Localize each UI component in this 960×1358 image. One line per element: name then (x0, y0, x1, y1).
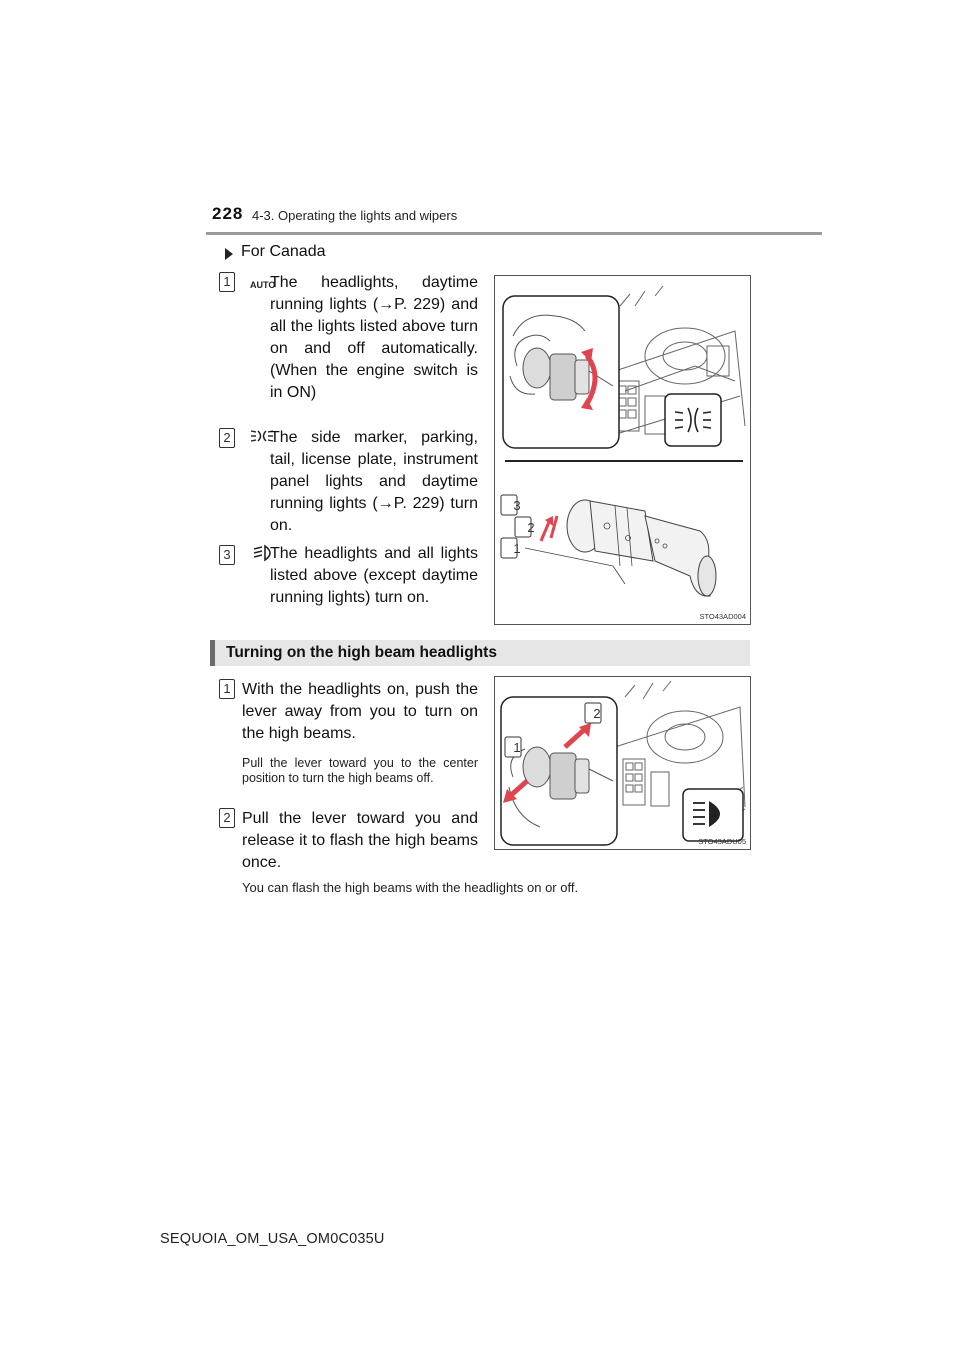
section-title: Turning on the high beam headlights (226, 644, 497, 661)
item-1-text: The headlights, daytime running lights (→P. 229) and all the lights listed above turn on and off automatically. (When the engine switch is in ON) (270, 274, 478, 401)
page-number: 228 (212, 204, 244, 223)
high-beam-1-text: With the headlights on, push the lever away from you to turn on the high beams. (242, 681, 478, 742)
figure2-callout-2: 2 (593, 706, 601, 721)
footnote: You can flash the high beams with the headlights on or off. (242, 880, 579, 895)
high-beam-1-note: Pull the lever toward you to the center position to turn the high beams off. (242, 756, 478, 785)
light-switch-figure (494, 275, 751, 625)
high-beam-number-2: 2 (219, 808, 235, 828)
bullet-triangle-icon (225, 248, 233, 260)
chapter-title: 4-3. Operating the lights and wipers (252, 208, 458, 223)
high-beam-number-1: 1 (219, 679, 235, 699)
auto-symbol: AUTO (250, 280, 276, 290)
footer-doc-id: SEQUOIA_OM_USA_OM0C035U (160, 1231, 385, 1247)
item-3-text: The headlights and all lights listed above (except daytime running lights) turn on. (270, 545, 478, 606)
figure2-callout-1: 1 (513, 740, 521, 755)
item-number-1: 1 (219, 272, 235, 292)
high-beam-figure (494, 676, 751, 850)
figure1-callout-1: 1 (513, 541, 521, 556)
item-number-2: 2 (219, 428, 235, 448)
figure2-code: STO43ADU05 (698, 837, 746, 846)
high-beam-illustration (495, 677, 750, 849)
region-label: For Canada (241, 243, 326, 260)
figure1-callout-3: 3 (513, 498, 521, 513)
light-switch-illustration (495, 276, 750, 624)
item-2-text: The side marker, parking, tail, license plate, instrument panel lights and daytime running lights (→P. 229) turn on. (270, 429, 478, 534)
figure1-code: STO43AD004 (699, 612, 746, 621)
high-beam-2-text: Pull the lever toward you and release it to flash the high beams once. (242, 810, 478, 871)
item-number-3: 3 (219, 545, 235, 565)
header-rule (206, 232, 822, 235)
figure1-callout-2: 2 (527, 520, 535, 535)
